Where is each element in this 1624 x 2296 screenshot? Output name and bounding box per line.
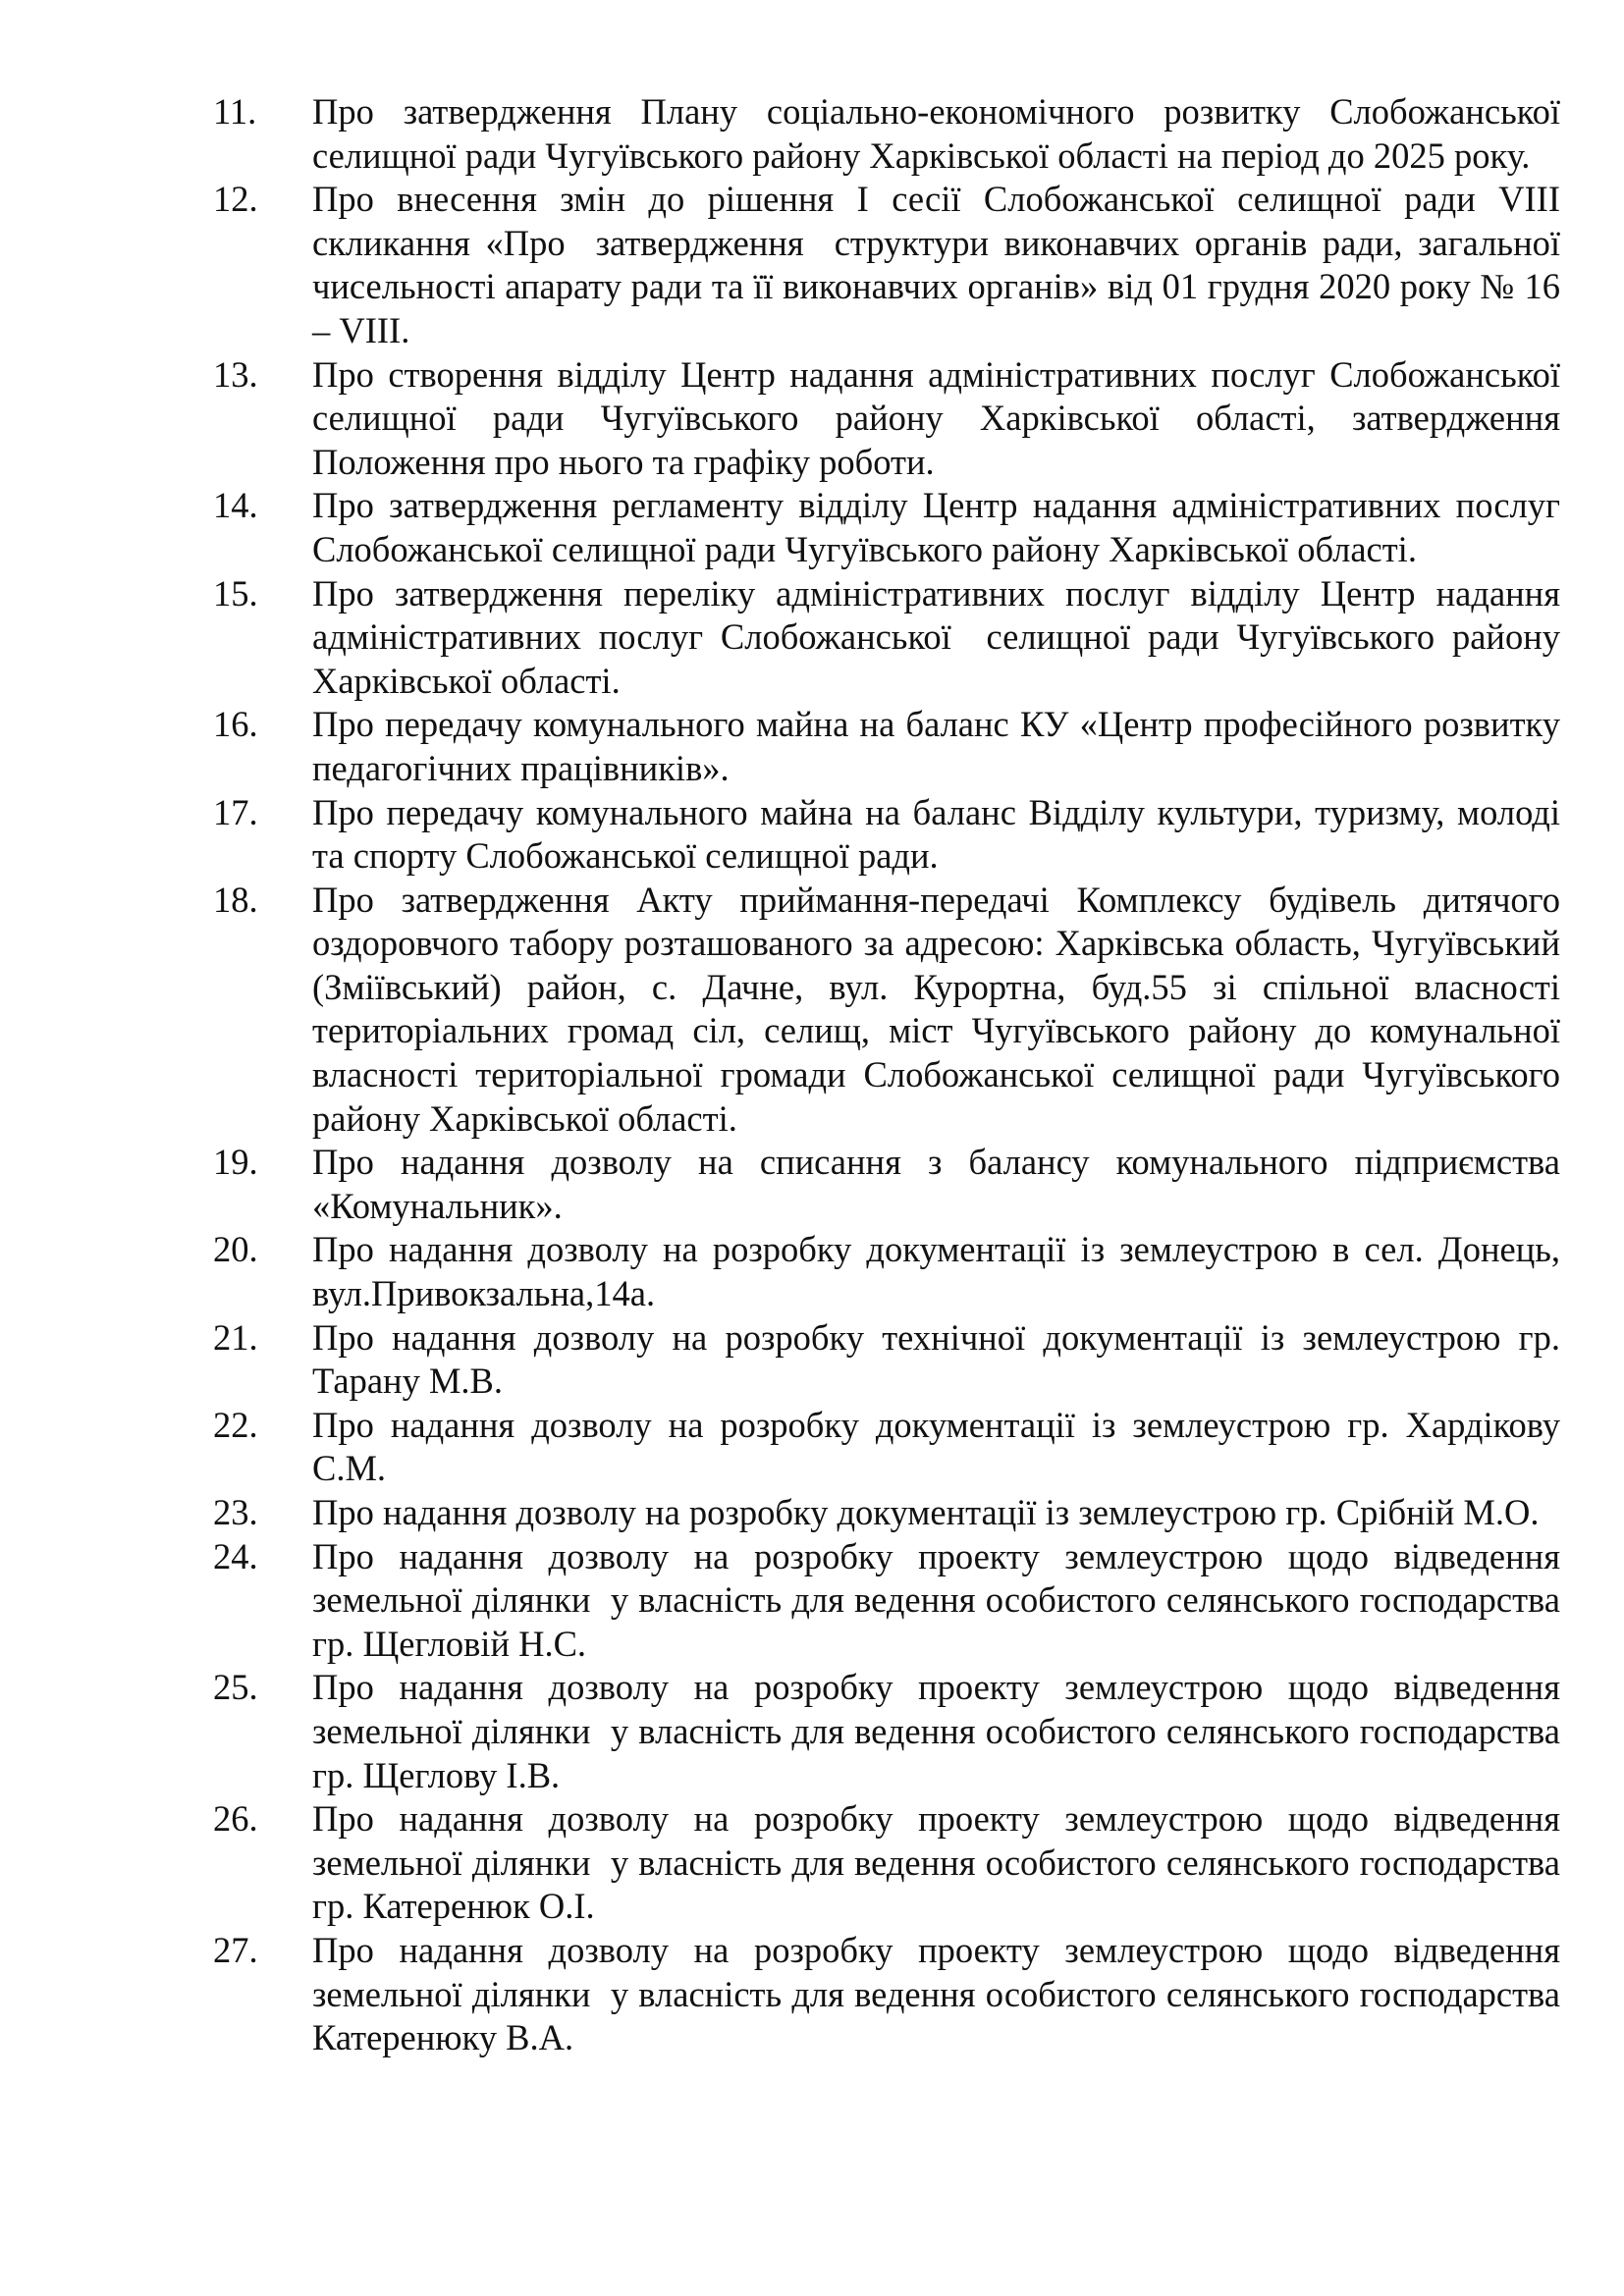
agenda-item-25 <box>0 1666 1624 1797</box>
item-number: 14. <box>213 485 258 526</box>
item-number: 24. <box>213 1535 258 1576</box>
agenda-item-24 <box>0 1535 1624 1667</box>
item-text: Про надання дозволу на розробку проекту землеустрою щодо відведення земельної ділянки у власність для ведення особистого селянського господарства гр. Катеренюк О.І. <box>312 1798 1570 1927</box>
agenda-item-17 <box>0 791 1624 879</box>
item-number: 27. <box>213 1929 258 1970</box>
item-text: Про надання дозволу на розробку документації із землеустрою гр. Срібній М.О. <box>312 1492 1540 1532</box>
agenda-item-14 <box>0 484 1624 571</box>
item-text: Про затвердження Акту приймання-передачі Комплексу будівель дитячого оздоровчого табору розташованого за адресою: Харківська область, Чугуївський (Зміївський) район, с. Дачне, вул. Курортна, буд.55 зі спільної власності територіальних громад сіл, селищ, міст Чугуївського району до комунальної власності територіальної громади Слобожанської селищної ради Чугуївського району Харківської області. <box>312 879 1570 1139</box>
agenda-item-26 <box>0 1797 1624 1929</box>
agenda-item-22 <box>0 1404 1624 1491</box>
item-number: 12. <box>213 179 258 220</box>
item-text: Про затвердження переліку адміністративних послуг відділу Центр надання адміністративних послуг Слобожанської селищної ради Чугуївського району Харківської області. <box>312 572 1570 701</box>
agenda-list <box>0 90 1624 2060</box>
item-number: 22. <box>213 1404 258 1445</box>
agenda-item-11 <box>0 90 1624 178</box>
item-number: 13. <box>213 353 258 395</box>
item-number: 15. <box>213 572 258 614</box>
agenda-item-23 <box>0 1491 1624 1535</box>
agenda-item-19 <box>0 1141 1624 1228</box>
item-text: Про надання дозволу на розробку документації із землеустрою в сел. Донець, вул.Привокзальна,14а. <box>312 1229 1570 1314</box>
item-text: Про надання дозволу на розробку технічної документації із землеустрою гр. Тарану М.В. <box>312 1316 1570 1402</box>
item-number: 21. <box>213 1316 258 1358</box>
item-number: 23. <box>213 1492 258 1532</box>
agenda-item-12 <box>0 178 1624 352</box>
item-number: 16. <box>213 704 258 745</box>
agenda-item-20 <box>0 1228 1624 1315</box>
item-text: Про внесення змін до рішення І сесії Слобожанської селищної ради VIII скликання «Про затвердження структури виконавчих органів ради, загальної чисельності апарату ради та її виконавчих органів» від 01 грудня 2020 року № 16 – VIII. <box>312 179 1570 350</box>
item-text: Про передачу комунального майна на баланс КУ «Центр професійного розвитку педагогічних працівників». <box>312 704 1570 788</box>
item-number: 18. <box>213 879 258 920</box>
item-text: Про затвердження Плану соціально-економічного розвитку Слобожанської селищної ради Чугуївського району Харківської області на період до 2025 року. <box>312 91 1570 176</box>
agenda-item-16 <box>0 703 1624 790</box>
agenda-item-18 <box>0 879 1624 1142</box>
item-text: Про надання дозволу на розробку проекту землеустрою щодо відведення земельної ділянки у власність для ведення особистого селянського господарства гр. Щеглову І.В. <box>312 1667 1570 1795</box>
item-number: 11. <box>213 91 257 132</box>
agenda-item-15 <box>0 572 1624 704</box>
item-text: Про надання дозволу на розробку проекту землеустрою щодо відведення земельної ділянки у власність для ведення особистого селянського господарства гр. Щегловій Н.С. <box>312 1535 1570 1664</box>
agenda-item-21 <box>0 1316 1624 1404</box>
item-text: Про створення відділу Центр надання адміністративних послуг Слобожанської селищної ради Чугуївського району Харківської області, затвердження Положення про нього та графіку роботи. <box>312 353 1579 482</box>
item-text: Про надання дозволу на списання з балансу комунального підприємства «Комунальник». <box>312 1142 1570 1226</box>
item-text: Про затвердження регламенту відділу Центр надання адміністративних послуг Слобожанської селищної ради Чугуївського району Харківської області. <box>312 485 1570 569</box>
agenda-item-27 <box>0 1929 1624 2060</box>
item-text: Про надання дозволу на розробку проекту землеустрою щодо відведення земельної ділянки у власність для ведення особистого селянського господарства Катеренюку В.А. <box>312 1929 1570 2058</box>
item-number: 20. <box>213 1229 258 1270</box>
item-number: 25. <box>213 1667 258 1708</box>
item-number: 26. <box>213 1798 258 1840</box>
item-number: 17. <box>213 791 258 832</box>
agenda-item-13 <box>0 353 1624 485</box>
item-text: Про передачу комунального майна на баланс Відділу культури, туризму, молоді та спорту Слобожанської селищної ради. <box>312 791 1570 877</box>
item-number: 19. <box>213 1142 258 1183</box>
item-text: Про надання дозволу на розробку документації із землеустрою гр. Хардікову С.М. <box>312 1404 1570 1489</box>
